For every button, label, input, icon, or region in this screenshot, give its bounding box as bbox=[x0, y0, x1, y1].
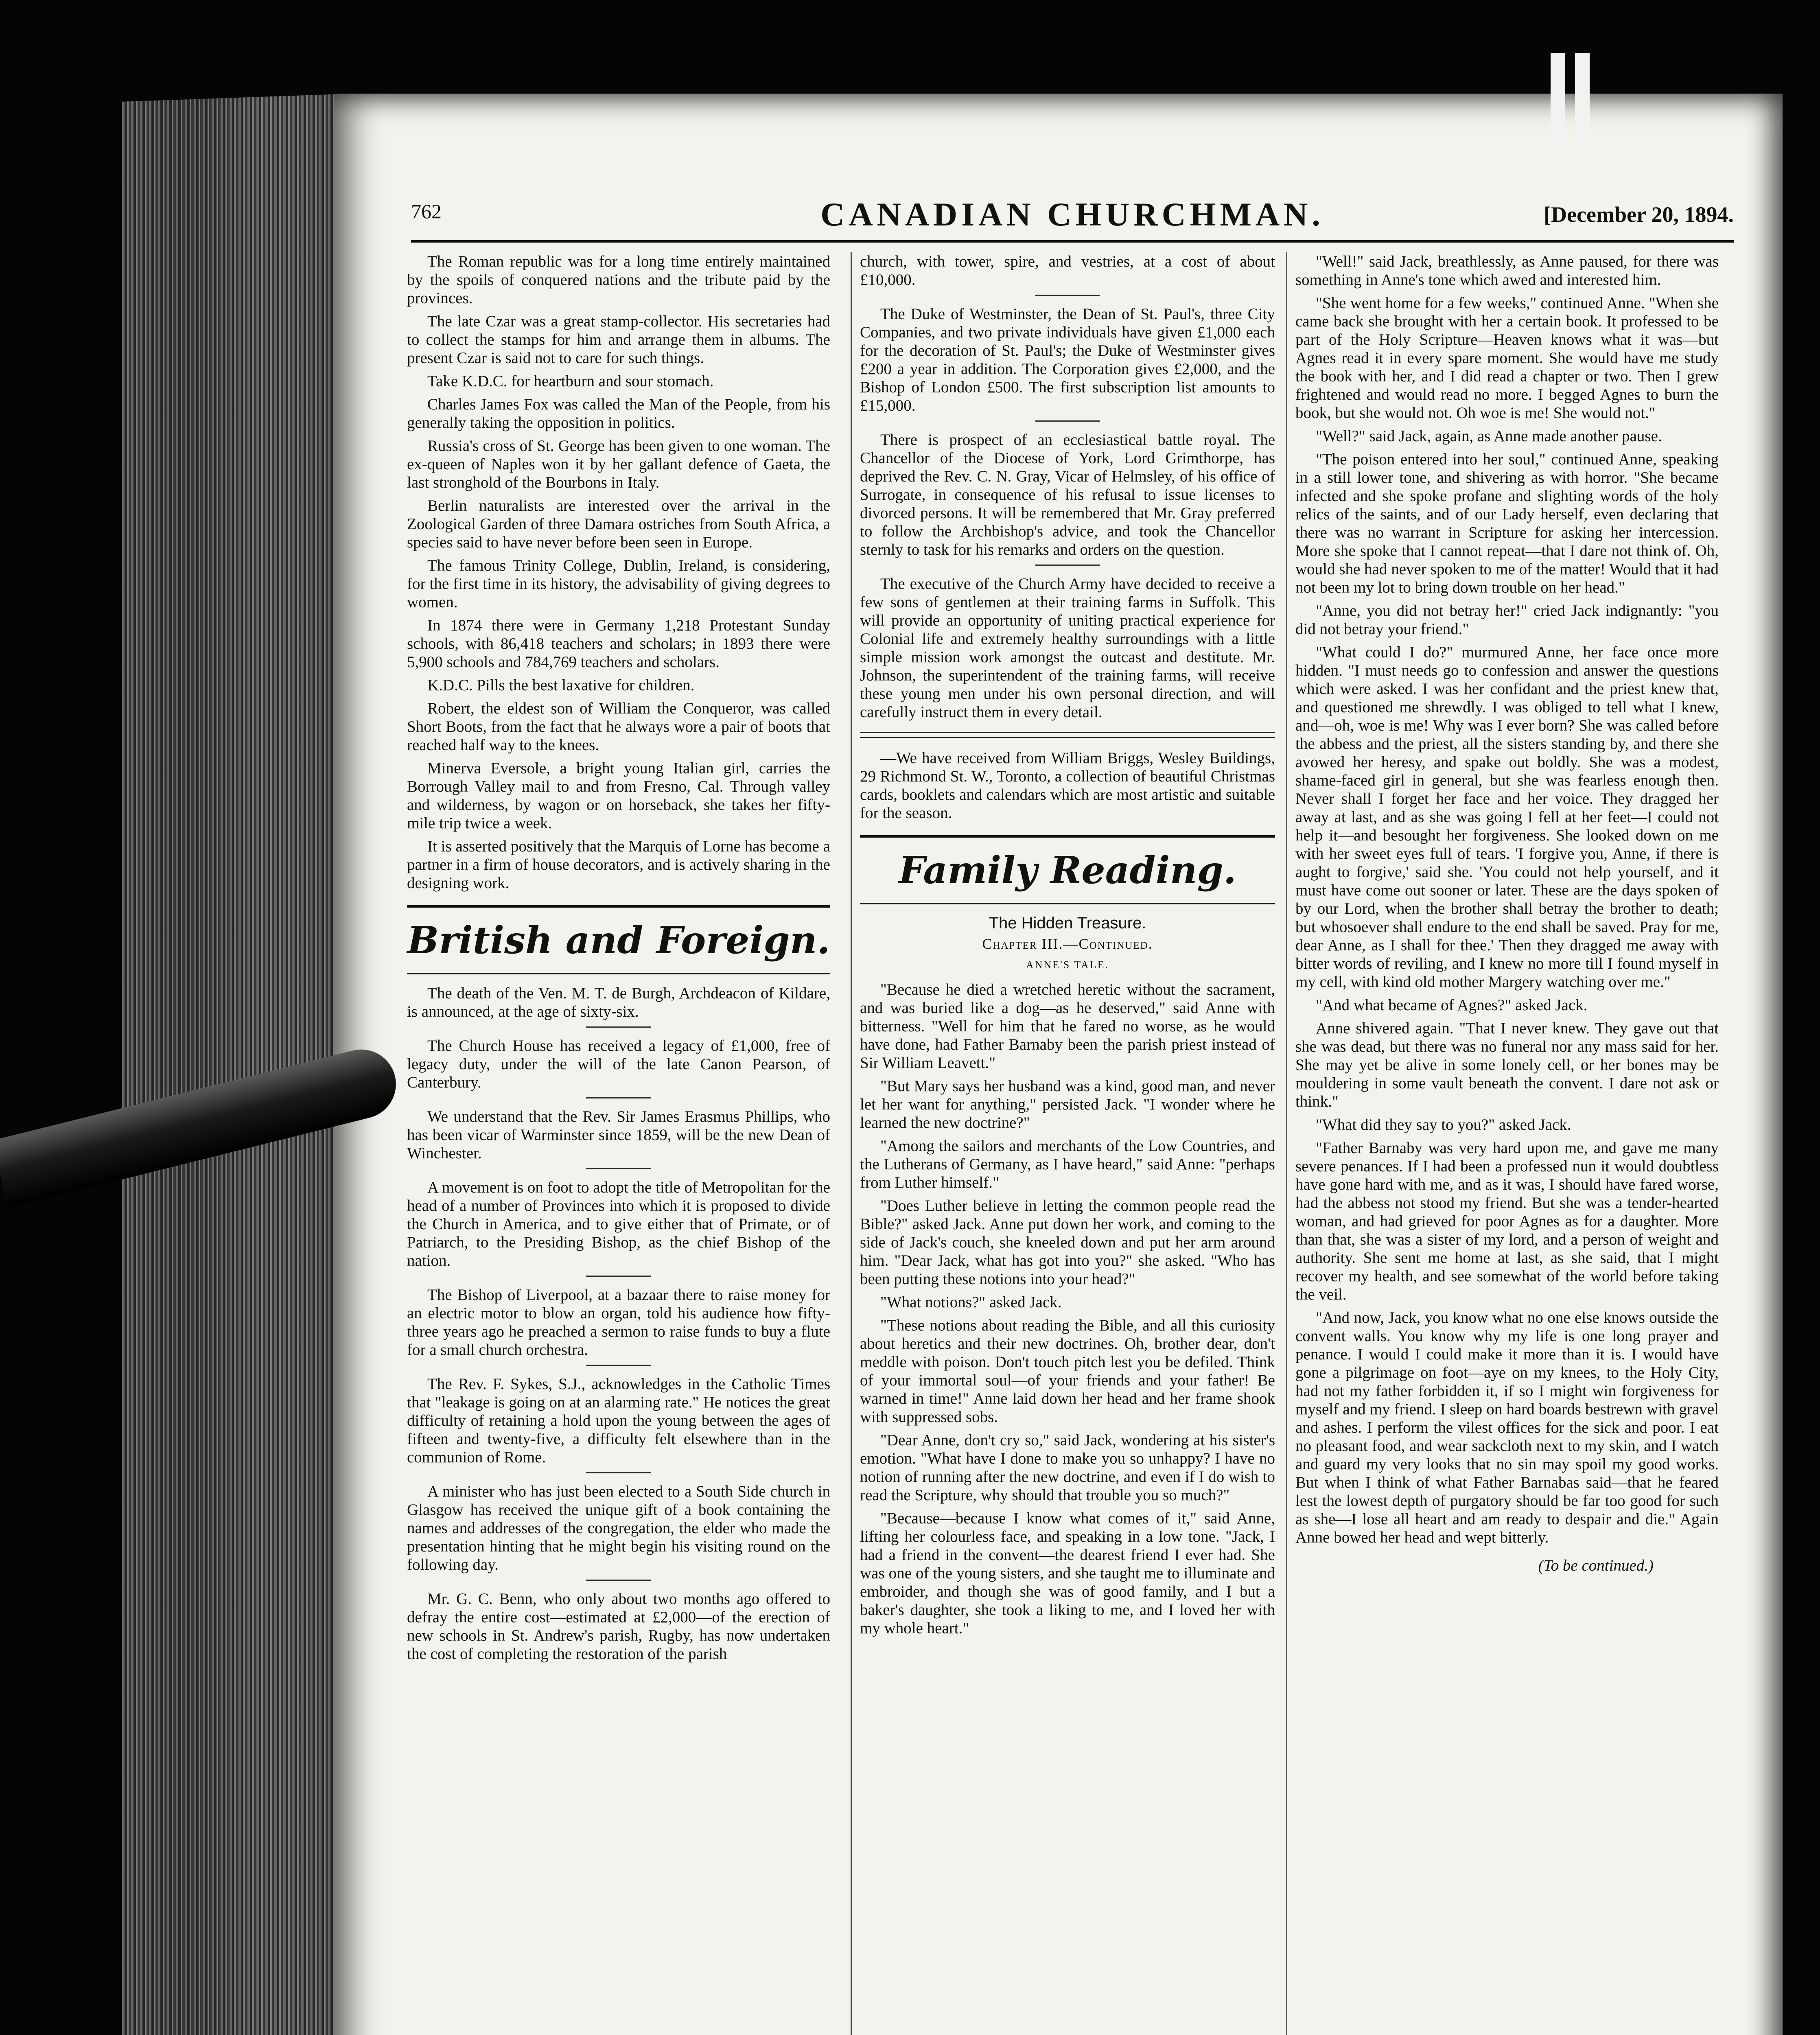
story-paragraph: "Father Barnaby was very hard upon me, and gave me many severe penances. If I had been a professed nun it would doubtless have gone hard with me, and as it was, I should have fared worse, had the abbess not stood my friend. But she was a tender-hearted woman, and had grieved for poor Agnes as for a daughter. More than that, she was a sister of my lord, and a person of weight and authority. She sent me home at last, as she said, that I might recover my health, and see somewhat of the world before taking the veil. bbox=[1295, 1139, 1719, 1303]
column-2 bbox=[851, 252, 1275, 2035]
page-header bbox=[411, 195, 1734, 243]
story-paragraph: Anne shivered again. "That I never knew. They gave out that she was dead, but there was no funeral nor any mass said for her. She may yet be alive in some lonely cell, or her bones may be mouldering in some vault beneath the convent. I dare not ask or think." bbox=[1295, 1020, 1719, 1110]
article-paragraph: Robert, the eldest son of William the Conqueror, was called Short Boots, from the fact that he always wore a pair of boots that reached half way to the knees. bbox=[407, 700, 830, 754]
section-heading-british-foreign: British and Foreign. bbox=[407, 905, 830, 974]
divider bbox=[586, 1168, 651, 1169]
story-paragraph: "She went home for a few weeks," continued Anne. "When she came back she brought with her a certain book. It professed to be part of the Holy Scripture—Heaven knows what it was—but Agnes read it in every spare moment. She would have me study the book with her, and I did read a chapter or two. Then I grew frightened and would read no more. I begged Agnes to burn the book, but she would not. Oh woe is me! She would not." bbox=[1295, 294, 1719, 422]
article-paragraph: It is asserted positively that the Marquis of Lorne has become a partner in a firm of house decorators, and is actively sharing in the designing work. bbox=[407, 838, 830, 892]
story-paragraph: "Well!" said Jack, breathlessly, as Anne paused, for there was something in Anne's tone which awed and interested him. bbox=[1295, 253, 1719, 289]
article-paragraph: In 1874 there were in Germany 1,218 Protestant Sunday schools, with 86,418 teachers and scholars; in 1893 there were 5,900 schools and 784,769 teachers and scholars. bbox=[407, 617, 830, 671]
news-item: The Bishop of Liverpool, at a bazaar there to raise money for an electric motor to blow an organ, told his audience how fifty-three years ago he preached a sermon to raise funds to buy a flute for a small church orchestra. bbox=[407, 1286, 830, 1359]
story-paragraph: "The poison entered into her soul," continued Anne, speaking in a still lower tone, and shivering as with horror. "She became infected and she spoke profane and slighting words of the holy relics of the saints, and of our Lady herself, even declaring that there was no warrant in Scripture for asking her intercession. More she spoke that I cannot repeat—that I dare not think of. Oh, would she had never spoken to me of the matter! Would that it had not been my lot to bring down trouble on her head." bbox=[1295, 451, 1719, 596]
to-be-continued: (To be continued.) bbox=[1538, 1557, 1654, 1574]
story-paragraph: "And what became of Agnes?" asked Jack. bbox=[1316, 996, 1588, 1014]
article-paragraph: Berlin naturalists are interested over the arrival in the Zoological Garden of three Damara ostriches from South Africa, a species said to have never before been seen in Europe. bbox=[407, 497, 830, 551]
news-item: The Rev. F. Sykes, S.J., acknowledges in the Catholic Times that "leakage is going on at an alarming rate." He notices the great difficulty of retaining a hold upon the young between the ages of fifteen and twenty-five, a difficulty felt elsewhere than in the communion of Rome. bbox=[407, 1375, 830, 1466]
divider bbox=[586, 1097, 651, 1098]
news-item: There is prospect of an ecclesiastical battle royal. The Chancellor of the Diocese of York, Lord Grimthorpe, has deprived the Rev. C. N. Gray, Vicar of Helmsley, of his office of Surrogate, in consequence of his refusal to issue licenses to divorced persons. It will be remembered that Mr. Gray preferred to follow the Archbishop's advice, and took the Chancellor sternly to task for his remarks and orders on the question. bbox=[860, 431, 1275, 558]
news-item: The Duke of Westminster, the Dean of St. Paul's, three City Companies, and two private individuals have given £1,000 each for the decoration of St. Paul's; the Duke of Westminster gives £200 a year in addition. The Corporation gives £2,000, and the Bishop of London £500. The first subscription list amounts to £15,000. bbox=[860, 305, 1275, 414]
article-paragraph: Take K.D.C. for heartburn and sour stomach. bbox=[427, 372, 714, 390]
story-paragraph: "Dear Anne, don't cry so," said Jack, wondering at his sister's emotion. "What have I done to make you so unhappy? I have no notion of running after the new doctrine, and even if I do wish to read the Scripture, why should that trouble you so much?" bbox=[860, 1431, 1275, 1504]
story-paragraph: "But Mary says her husband was a kind, good man, and never let her want for anything," persisted Jack. "I wonder where he learned the new doctrine?" bbox=[860, 1077, 1275, 1131]
news-item: A movement is on foot to adopt the title of Metropolitan for the head of a number of Provinces into which it is proposed to divide the Church in America, and to give either that of Primate, or of Patriarch, to the Presiding Bishop, as the chief Bishop of the nation. bbox=[407, 1179, 830, 1269]
masthead-title: CANADIAN CHURCHMAN. bbox=[820, 196, 1324, 233]
story-title: The Hidden Treasure. bbox=[989, 914, 1146, 932]
newspaper-page bbox=[334, 94, 1783, 2035]
news-item: Mr. G. C. Benn, who only about two months ago offered to defray the entire cost—estimated at £2,000—of the erection of new schools in St. Andrew's parish, Rugby, has now undertaken the cost of completing the restoration of the parish bbox=[407, 1590, 830, 1663]
story-paragraph: "Anne, you did not betray her!" cried Jack indignantly: "you did not betray your friend." bbox=[1295, 602, 1719, 638]
divider bbox=[586, 1026, 651, 1028]
news-item: —We have received from William Briggs, Wesley Buildings, 29 Richmond St. W., Toronto, a collection of beautiful Christmas cards, booklets and calendars which are most artistic and suitable for the season. bbox=[860, 749, 1275, 822]
article-paragraph: The famous Trinity College, Dublin, Ireland, is considering, for the first time in its history, the advisability of giving degrees to women. bbox=[407, 557, 830, 611]
divider bbox=[1035, 420, 1100, 422]
story-paragraph: "What could I do?" murmured Anne, her face once more hidden. "I must needs go to confession and answer the questions which were asked. I was her confidant and the priest knew that, and questioned me shrewdly. I was obliged to tell what I knew, and—oh, woe is me! Why was I ever born? She was called before the abbess and the priest, all the sisters standing by, and there she avowed her heresy, and spake out boldly. She was a modest, shame-faced girl in general, but she was fearless enough then. Never shall I forget her face and her voice. They dragged her away at last, and as she was going I fell at her feet—I could not help it—and besought her forgiveness. She looked down on me with her sweet eyes full of tears. 'I forgive you, Anne, if there is aught to forgive,' said she. 'You could not help yourself, and it must have come out sooner or later. These are the days spoken of by our Lord, when the brother shall betray the brother to death; but whosoever shall endure to the end shall be saved. Pray for me, dear Anne, as I shall for thee.' Then they dragged me away with bitter words of reviling, and I knew no more till I found myself in my cell, with kind old mother Margery watching over me." bbox=[1295, 643, 1719, 991]
binding-clip bbox=[1575, 53, 1590, 147]
story-paragraph: "Because—because I know what comes of it," said Anne, lifting her colourless face, and speaking in a low tone. "Jack, I had a friend in the convent—the dearest friend I ever had. She was one of the young sisters, and she taught me to illuminate and embroider, and though she was of good family, and I but a baker's daughter, she took a liking to me, and I loved her with my whole heart." bbox=[860, 1510, 1275, 1637]
news-item: We understand that the Rev. Sir James Erasmus Phillips, who has been vicar of Warminster since 1859, will be the new Dean of Winchester. bbox=[407, 1108, 830, 1162]
story-paragraph: "What notions?" asked Jack. bbox=[880, 1293, 1062, 1311]
binding-clip bbox=[1551, 53, 1565, 147]
article-paragraph: Charles James Fox was called the Man of the People, from his generally taking the opposition in politics. bbox=[407, 396, 830, 431]
article-paragraph: Russia's cross of St. George has been given to one woman. The ex-queen of Naples won it by her gallant defence of Gaeta, the last stronghold of the Bourbons in Italy. bbox=[407, 437, 830, 491]
story-paragraph: "And now, Jack, you know what no one else knows outside the convent walls. You know why my life is one long prayer and penance. I would I could make it more than it is. I would have gone a pilgrimage on foot—aye on my knees, to the Holy City, had not my father forbidden it, if so I might win forgiveness for myself and my friend. I sleep on hard boards bestrewn with gravel and ashes. I perform the vilest offices for the sick and poor. I eat no pleasant food, and wear sackcloth next to my skin, and I watch and guard my very looks that no sin may spoil my good works. But when I think of what Father Barnabas said—that he feared lest the lowest depth of purgatory should be far too good for such as she—I lose all heart and am ready to despair and die." Again Anne bowed her head and wept bitterly. bbox=[1295, 1309, 1719, 1546]
page-number: 762 bbox=[411, 200, 442, 223]
story-paragraph: "What did they say to you?" asked Jack. bbox=[1316, 1116, 1571, 1133]
story-paragraph: "Because he died a wretched heretic without the sacrament, and was buried like a dog—as he deserved," said Anne with bitterness. "Well for him that he fared no worse, as he would have done, had Father Barnaby been the parish priest instead of Sir William Leavett." bbox=[860, 981, 1275, 1072]
news-item: The death of the Ven. M. T. de Burgh, Archdeacon of Kildare, is announced, at the age of sixty-six. bbox=[407, 985, 830, 1020]
article-paragraph: The late Czar was a great stamp-collector. His secretaries had to collect the stamps for him and arrange them in albums. The present Czar is said not to care for such things. bbox=[407, 313, 830, 367]
article-paragraph: K.D.C. Pills the best laxative for children. bbox=[427, 676, 695, 694]
header-date: [December 20, 1894. bbox=[1544, 202, 1734, 227]
story-chapter: Chapter III.—Continued. bbox=[982, 936, 1153, 952]
divider bbox=[586, 1580, 651, 1581]
divider bbox=[1035, 295, 1100, 296]
column-3 bbox=[1286, 252, 1719, 2035]
section-heading-family-reading: Family Reading. bbox=[860, 835, 1275, 904]
news-item: The executive of the Church Army have decided to receive a few sons of gentlemen at their training farms in Suffolk. This will provide an opportunity of uniting practical experience for Colonial life and extremely healthy surroundings with a little simple mission work amongst the outcast and destitute. Mr. Johnson, the superintendent of the training farms, will receive these young men under his own personal direction, and will carefully instruct them in every detail. bbox=[860, 575, 1275, 721]
news-item-continued: church, with tower, spire, and vestries, at a cost of about £10,000. bbox=[860, 253, 1275, 289]
story-paragraph: "Among the sailors and merchants of the Low Countries, and the Lutherans of Germany, as I have heard," said Anne: "perhaps from Luther himself." bbox=[860, 1137, 1275, 1191]
story-paragraph: "Does Luther believe in letting the common people read the Bible?" asked Jack. Anne put down her work, and coming to the side of Jack's couch, she kneeled down and put her arm around him. "Dear Jack, what has got into you?" she asked. "Who has been putting these notions into your head?" bbox=[860, 1197, 1275, 1288]
news-item: The Church House has received a legacy of £1,000, free of legacy duty, under the will of the late Canon Pearson, of Canterbury. bbox=[407, 1037, 830, 1091]
divider bbox=[1035, 565, 1100, 566]
article-paragraph: Minerva Eversole, a bright young Italian girl, carries the Borrough Valley mail to and from Fresno, Cal. Through valley and wilderness, by wagon or on horseback, she takes her fifty-mile trip twice a week. bbox=[407, 759, 830, 832]
divider bbox=[586, 1276, 651, 1277]
divider bbox=[586, 1472, 651, 1473]
story-subtitle: ANNE'S TALE. bbox=[1026, 959, 1109, 971]
column-1 bbox=[407, 252, 830, 2035]
divider bbox=[586, 1365, 651, 1366]
story-paragraph: "These notions about reading the Bible, and all this curiosity about heretics and their new doctrines. Oh, brother dear, don't meddle with poison. Don't touch pitch lest you be defiled. Think of your immortal soul—of your friends and your father! Be warned in time!" Anne laid down her head and her frame shook with suppressed sobs. bbox=[860, 1317, 1275, 1426]
story-paragraph: "Well?" said Jack, again, as Anne made another pause. bbox=[1316, 427, 1662, 445]
news-item: A minister who has just been elected to a South Side church in Glasgow has received the unique gift of a book containing the names and addresses of the congregation, the elder who made the presentation hinting that he might begin his visiting round on the following day. bbox=[407, 1483, 830, 1573]
double-rule bbox=[860, 732, 1275, 738]
article-paragraph: The Roman republic was for a long time entirely maintained by the spoils of conquered nations and the tribute paid by the provinces. bbox=[407, 253, 830, 307]
